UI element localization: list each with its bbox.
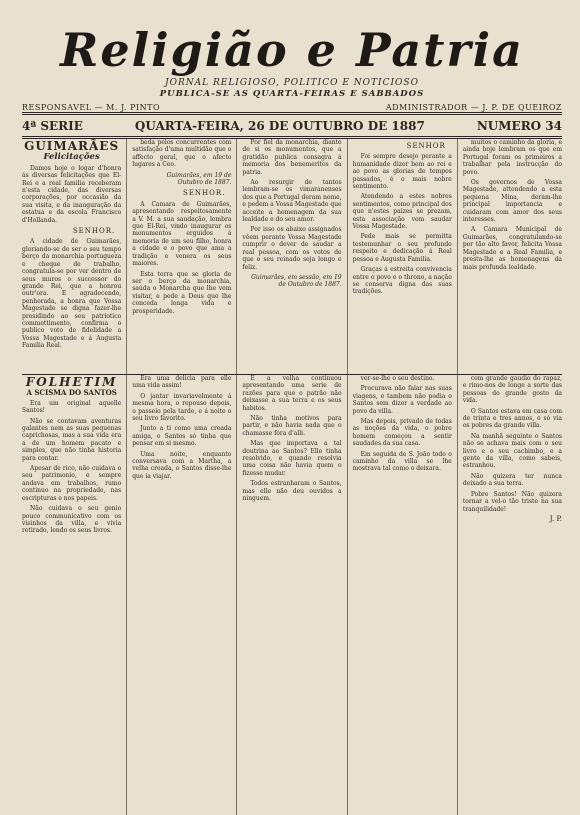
- article-paragraph: Graças á estreita convivencia entre o povo e o throno, a nação se conserva digna das suas tradições.: [352, 266, 452, 296]
- story-paragraph: Pobre Santos! Não quizera tornar a vel-o tão triste na sua tranquilidade!: [462, 490, 563, 513]
- story-paragraph: Procurava não falar nas suas viagens, e tambem não podia o Santos sem dizer a verdade ao povo da villa.: [352, 385, 452, 415]
- upper-column-2: [126, 139, 236, 374]
- story-paragraph: Não tinha motivos para partir, e não havia nada que o chamasse fóra d'alli.: [242, 415, 342, 437]
- series: 4ª SERIE: [22, 119, 83, 133]
- upper-column-4: [347, 139, 457, 374]
- story-title: A SCISMA DO SANTOS: [26, 388, 117, 398]
- article-paragraph: Pede mais se permitta testemunhar o seu profundo respeito e dedicação á Real pessoa e Augusta Familia.: [352, 233, 452, 263]
- article-paragraph: A cidade de Guimarães, gloriando-se de ser o seu tempo berço da monarchia portugueza e cheque de trabalho, congratula-se por ver dentro de seus muros o successor do grande Rei, que a honrou outr'ora. E agradecendo, penhorada, a honra que Vossa Magestade se digna fazer-lhe presidindo ao seu patriotico commettimento, confirma o publico voto de fidelidade a Vossa Magestade e á Augusta Familia Real.: [22, 238, 122, 350]
- issue-number: NUMERO 34: [476, 119, 562, 133]
- article-paragraph: beda pelos concurrentes com satisfação d'uma multidão que o affecto geral, que o afecto lugares a Ceo.: [132, 139, 232, 169]
- story-paragraph: Era um original aquelle Santos!: [22, 399, 122, 415]
- article-paragraph: Damos hoje o logar d'honra ás diversas felicitações que El-Rei e a real familia receberam n'esta cidade, das diversas corporações, por occasião da sua visita, e da inauguração da estatua e da escola Francisco d'Hollanda.: [22, 164, 122, 224]
- section-heading-guimaraes: GUIMARÃES: [24, 139, 120, 153]
- upper-section: [22, 139, 562, 374]
- story-paragraph: Na manhã seguinte o Santos não se achava mais com o seu livro e o seu cachimbo, e a gente da villa, como sabeis, estranhou.: [462, 432, 563, 470]
- story-paragraph: ver-se-lhe o seu destino.: [360, 375, 435, 382]
- story-paragraph: Não quizera ter nunca deixado a sua terra.: [462, 472, 563, 488]
- article-paragraph: Os governos de Vossa Magestade, attendendo a esta pequena Mina, deram-lhe principal importancia e cuidaram com amor dos seus interesses.: [462, 179, 563, 224]
- article-paragraph: A Camara de Guimarães, apresentando respeitosamente a V. M. a sua saudação, lembra que El-Rei, vindo inaugurar os monumentos erguidos á memoria de um seu filho, honra a cidade e o povo que ama a tradição e venera os seus maiores.: [132, 200, 232, 268]
- story-paragraph: Não cuidava o seu genio pouco communicativo com os visinhos da villa, e vivia retirado, lendo os seus livros.: [22, 505, 122, 535]
- masthead: [22, 24, 562, 112]
- story-paragraph: Era uma delicia para elle uma vida assim!: [132, 375, 232, 390]
- article-paragraph: Por isso os abaixo assignados vêem perante Vossa Magestade cumprir o dever de saudar a real pessoa, com os votos de que o seu reinado seja longo e feliz.: [242, 226, 342, 271]
- article-paragraph: A Camara Municipal de Guimarães, congratulando-se por tão alto favor, felicita Vossa Magestade e a Real Familia, e presta-lhe as homenagens da mais profunda lealdade.: [462, 226, 563, 271]
- story-paragraph: Mas que importava a tal doutrina ao Santos? Elle tinha resolvido, e quando resolvia uma coisa não havia quem o fizesse mudar.: [242, 440, 342, 477]
- upper-column-5: [457, 139, 562, 374]
- place-date: Guimarães, em sessão, em 19 de Outubro de 1887.: [251, 273, 342, 289]
- responsible-editor: RESPONSAVEL — M. J. PINTO: [22, 103, 161, 112]
- story-paragraph: Todos estranharam o Santos, mas elle não deu ouvidos a ninguem.: [242, 480, 342, 503]
- article-paragraph: Foi sempre desejo perante a humanidade dizer bem ao rei e ao povo as glorias de tempos passados, é o mais nobre sentimento.: [352, 153, 452, 191]
- story-paragraph: Apesar de rico, não cuidava o seu patrimonio, e sempre andava em trabalhos, rumo continuo na propriedade, nas escripturas e nos papeis.: [22, 465, 122, 502]
- newspaper-subtitle: JORNAL RELIGIOSO, POLITICO E NOTICIOSO: [165, 78, 419, 88]
- lower-section: [22, 375, 562, 815]
- story-paragraph: Junto a ti como uma creada amiga, o Santos só tinha que pensar em si mesmo.: [132, 425, 232, 448]
- story-paragraph: Em seguida de S. João todo o caminho da villa se lhe mostrava tal como o deixara.: [352, 450, 452, 473]
- article-paragraph: muitos o caminho da gloria, e ainda hoje lembram os que em Portugal foram os primeiros a trabalhar pela instrucção do povo.: [462, 139, 563, 176]
- story-paragraph: Mas depois, privado de todas as noções da vida, o pobre homem começou a sentir saudades da sua casa.: [352, 418, 452, 448]
- upper-column-1: [22, 139, 126, 374]
- article-heading-felicitacoes: Felicitações: [43, 152, 100, 163]
- lower-column-5: [457, 375, 562, 815]
- dateline: [22, 115, 562, 136]
- salutation: SENHOR.: [72, 227, 116, 236]
- story-paragraph: Uma noite, enquanto conversava com a Martha, a velha creada, o Santos disse-lhe que ia viajar.: [132, 450, 232, 480]
- lower-column-4: [347, 375, 457, 815]
- story-paragraph: Não se contavam aventuras galantes nem as suas pequenas caprichosas, mas a sua vida era a de um homem pacato e simples, que não tinha historia para contar.: [22, 417, 122, 462]
- article-paragraph: Atendendo a estes nobres sentimentos, como principal dos que n'estes paizes se prezam, esta associação vem saudar Vossa Magestade.: [352, 193, 452, 231]
- story-paragraph: com grande gaudio do rapaz, e rimo-nos de longe a sorte das pessoas do grande gosto da vida.: [462, 375, 563, 405]
- administrator: ADMINISTRADOR — J. P. DE QUEIROZ: [385, 103, 562, 112]
- article-paragraph: Esta terra que se gloria de ser o berço da monarchia, saúda o Monarcha que lhe vem visitar, e pede a Deus que lhe conceda longa vida e prosperidade.: [132, 270, 232, 315]
- article-paragraph: Por fiel da monarchia, diante de si os monumentos, que a gratidão publica consagra á memoria dos benemeritos da patria.: [242, 139, 342, 176]
- salutation: SENHOR.: [183, 189, 226, 198]
- upper-column-3: [236, 139, 346, 374]
- lower-column-1: [22, 375, 126, 815]
- place-date: Guimarães, em 19 de Outubro de 1887.: [166, 171, 232, 187]
- story-signature: J. P.: [549, 514, 563, 523]
- lower-column-3: [236, 375, 346, 815]
- salutation: SENHOR: [406, 142, 446, 150]
- lower-column-2: [126, 375, 236, 815]
- story-paragraph: O jantar invariavelmente á mesma hora, o repouso depois, o passeio pela tarde, e á noite o seu livro favorito.: [132, 392, 232, 423]
- story-paragraph: O Santos estava em casa com de trinta e tres annos, e só via os pobres da grande villa.: [462, 407, 563, 430]
- article-paragraph: Ao resurgir de tantos lembram-se os vimaranenses dos que a Portugal deram nome, e pedem a Vossa Magestade que acceite a homenagem da sua lealdade e do seu amor.: [242, 179, 342, 224]
- story-paragraph: E a velha continuou apresentando uma serie de razões para que o patrão não deixasse a sua terra e os seus habitos.: [242, 375, 342, 412]
- newspaper-title: Religião e Patria: [60, 23, 524, 77]
- staff-line: [22, 103, 562, 112]
- folhetim-heading: FOLHETIM: [25, 375, 118, 389]
- publication-schedule: PUBLICA-SE AS QUARTA-FEIRAS E SABBADOS: [159, 89, 425, 99]
- issue-date: QUARTA-FEIRA, 26 DE OUTUBRO DE 1887: [134, 119, 425, 133]
